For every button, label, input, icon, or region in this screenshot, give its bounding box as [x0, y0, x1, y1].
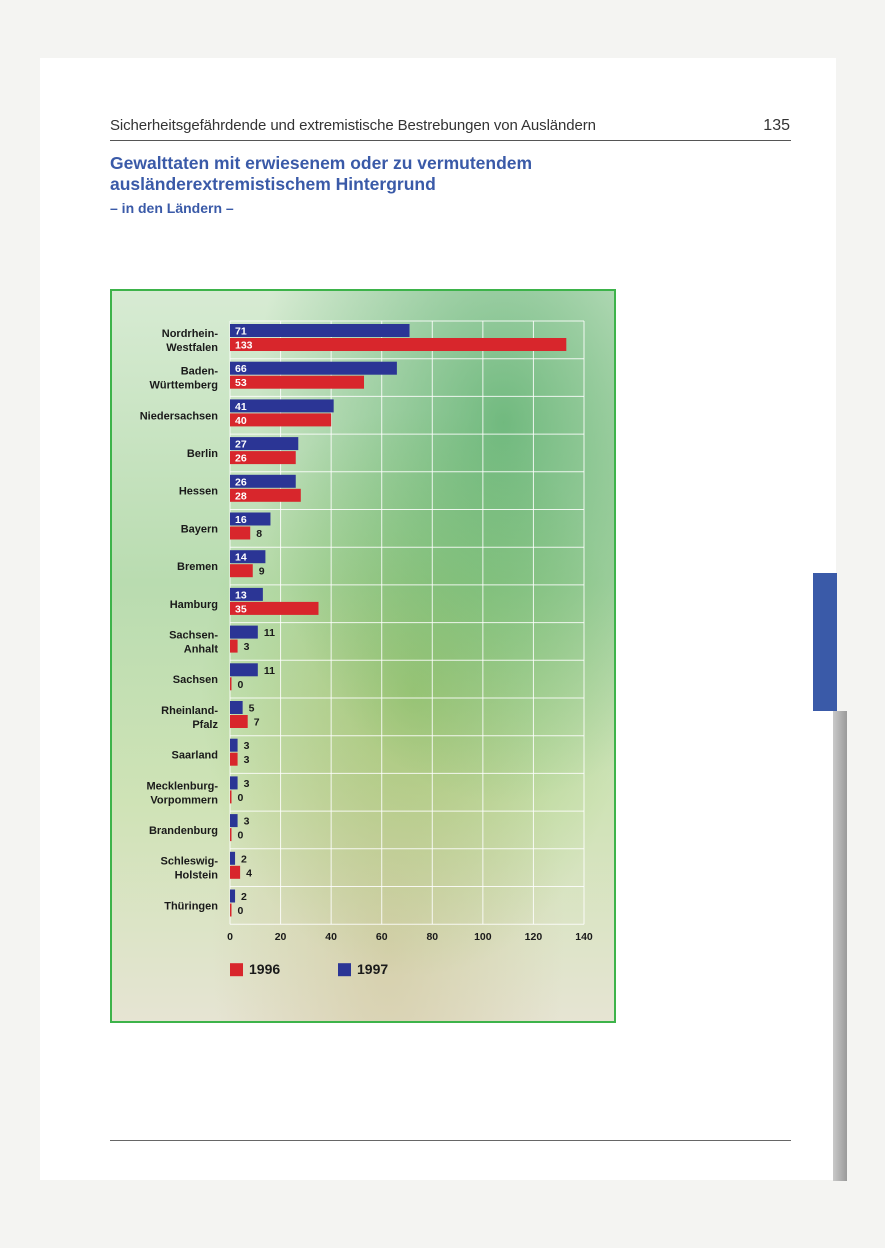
value-label-1997: 2	[241, 891, 247, 903]
bar-1997	[230, 814, 238, 827]
bar-1996	[230, 677, 232, 690]
value-label-1997: 3	[243, 777, 250, 790]
category-label: Sachsen-Anhalt	[169, 629, 218, 656]
legend-label-1996: 1996	[249, 961, 281, 978]
category-label: Sachsen	[172, 674, 218, 687]
value-label-1996: 40	[235, 414, 247, 427]
value-label-1996: 4	[246, 867, 252, 880]
footer-rule	[110, 1140, 791, 1141]
bar-1996	[230, 904, 232, 917]
bar-1997	[230, 362, 397, 375]
value-label-1997: 71	[235, 325, 247, 338]
header-rule	[110, 140, 791, 141]
legend-swatch-1997	[338, 963, 351, 976]
bar-1996	[230, 640, 238, 653]
category-label: Berlin	[186, 447, 218, 460]
chart-title: Gewalttaten mit erwiesenem oder zu vermutendem ausländerextremistischem Hintergrund	[110, 153, 533, 194]
value-label-1997: 5	[248, 702, 255, 715]
bar-1997	[230, 663, 258, 676]
bar-1996	[230, 376, 364, 389]
category-label: Bayern	[180, 523, 218, 536]
bar-1996	[230, 715, 248, 728]
value-label-1996: 9	[258, 565, 265, 578]
value-label-1997: 13	[235, 589, 247, 602]
value-label-1996: 0	[237, 791, 244, 804]
category-label: Saarland	[171, 749, 218, 762]
chart-subtitle: – in den Ländern –	[110, 200, 234, 216]
bar-1996	[230, 828, 232, 841]
chart-panel	[110, 289, 616, 1023]
page-number: 135	[763, 117, 790, 134]
value-label-1997: 2	[241, 853, 247, 866]
value-label-1996: 0	[237, 678, 244, 691]
legend-swatch-1996	[230, 963, 243, 976]
value-label-1997: 11	[263, 627, 275, 640]
bar-1996	[230, 866, 240, 879]
edge-strip	[833, 711, 847, 1181]
value-label-1996: 0	[237, 829, 244, 842]
value-label-1996: 53	[235, 377, 247, 390]
category-label: Hessen	[178, 485, 218, 498]
x-tick-label: 140	[575, 931, 593, 944]
bar-1997	[230, 701, 243, 714]
x-tick-label: 20	[274, 931, 287, 944]
bar-1996	[230, 527, 250, 540]
value-label-1997: 41	[235, 400, 247, 413]
value-label-1996: 0	[237, 905, 244, 917]
value-label-1997: 3	[243, 740, 250, 753]
value-label-1997: 66	[235, 363, 247, 376]
x-tick-label: 40	[325, 931, 337, 944]
bar-1997	[230, 739, 238, 752]
value-label-1997: 27	[235, 438, 247, 451]
category-label: Baden-Württemberg	[149, 365, 218, 392]
category-label: Mecklenburg-Vorpommern	[146, 780, 218, 807]
category-label: Brandenburg	[148, 824, 218, 837]
x-tick-label: 0	[227, 931, 233, 944]
x-tick-label: 80	[426, 931, 439, 944]
category-label: Nordrhein-Westfalen	[161, 327, 218, 354]
bar-1996	[230, 753, 238, 766]
x-tick-label: 100	[474, 931, 492, 944]
bar-1996	[230, 564, 253, 577]
value-label-1996: 35	[235, 603, 247, 616]
value-label-1996: 26	[235, 452, 247, 465]
value-label-1997: 14	[235, 551, 247, 564]
category-label: Niedersachsen	[139, 410, 218, 423]
x-tick-label: 120	[524, 931, 543, 944]
category-label: Thüringen	[164, 900, 218, 913]
value-label-1997: 11	[263, 664, 275, 677]
category-label: Rheinland-Pfalz	[161, 704, 218, 731]
bar-1997	[230, 776, 238, 789]
bar-1997	[230, 324, 410, 337]
chapter-tab	[813, 573, 837, 711]
value-label-1996: 133	[235, 339, 253, 352]
value-label-1996: 3	[243, 641, 250, 654]
bar-1996	[230, 338, 566, 351]
bar-chart	[112, 291, 614, 1021]
value-label-1996: 3	[243, 754, 250, 767]
value-label-1996: 7	[253, 716, 260, 729]
value-label-1997: 3	[243, 815, 250, 828]
bar-1997	[230, 626, 258, 639]
value-label-1997: 16	[235, 514, 247, 526]
value-label-1996: 8	[256, 528, 263, 540]
value-label-1997: 26	[235, 476, 247, 489]
category-label: Hamburg	[169, 598, 218, 611]
bar-1997	[230, 890, 235, 903]
category-label: Bremen	[177, 561, 218, 574]
running-header: Sicherheitsgefährdende und extremistische Bestrebungen von Ausländern	[110, 117, 596, 134]
bar-1997	[230, 852, 235, 865]
category-label: Schleswig-Holstein	[160, 855, 218, 882]
bar-1996	[230, 790, 232, 803]
value-label-1996: 28	[235, 490, 247, 503]
legend-label-1997: 1997	[357, 961, 389, 978]
x-tick-label: 60	[375, 931, 388, 944]
